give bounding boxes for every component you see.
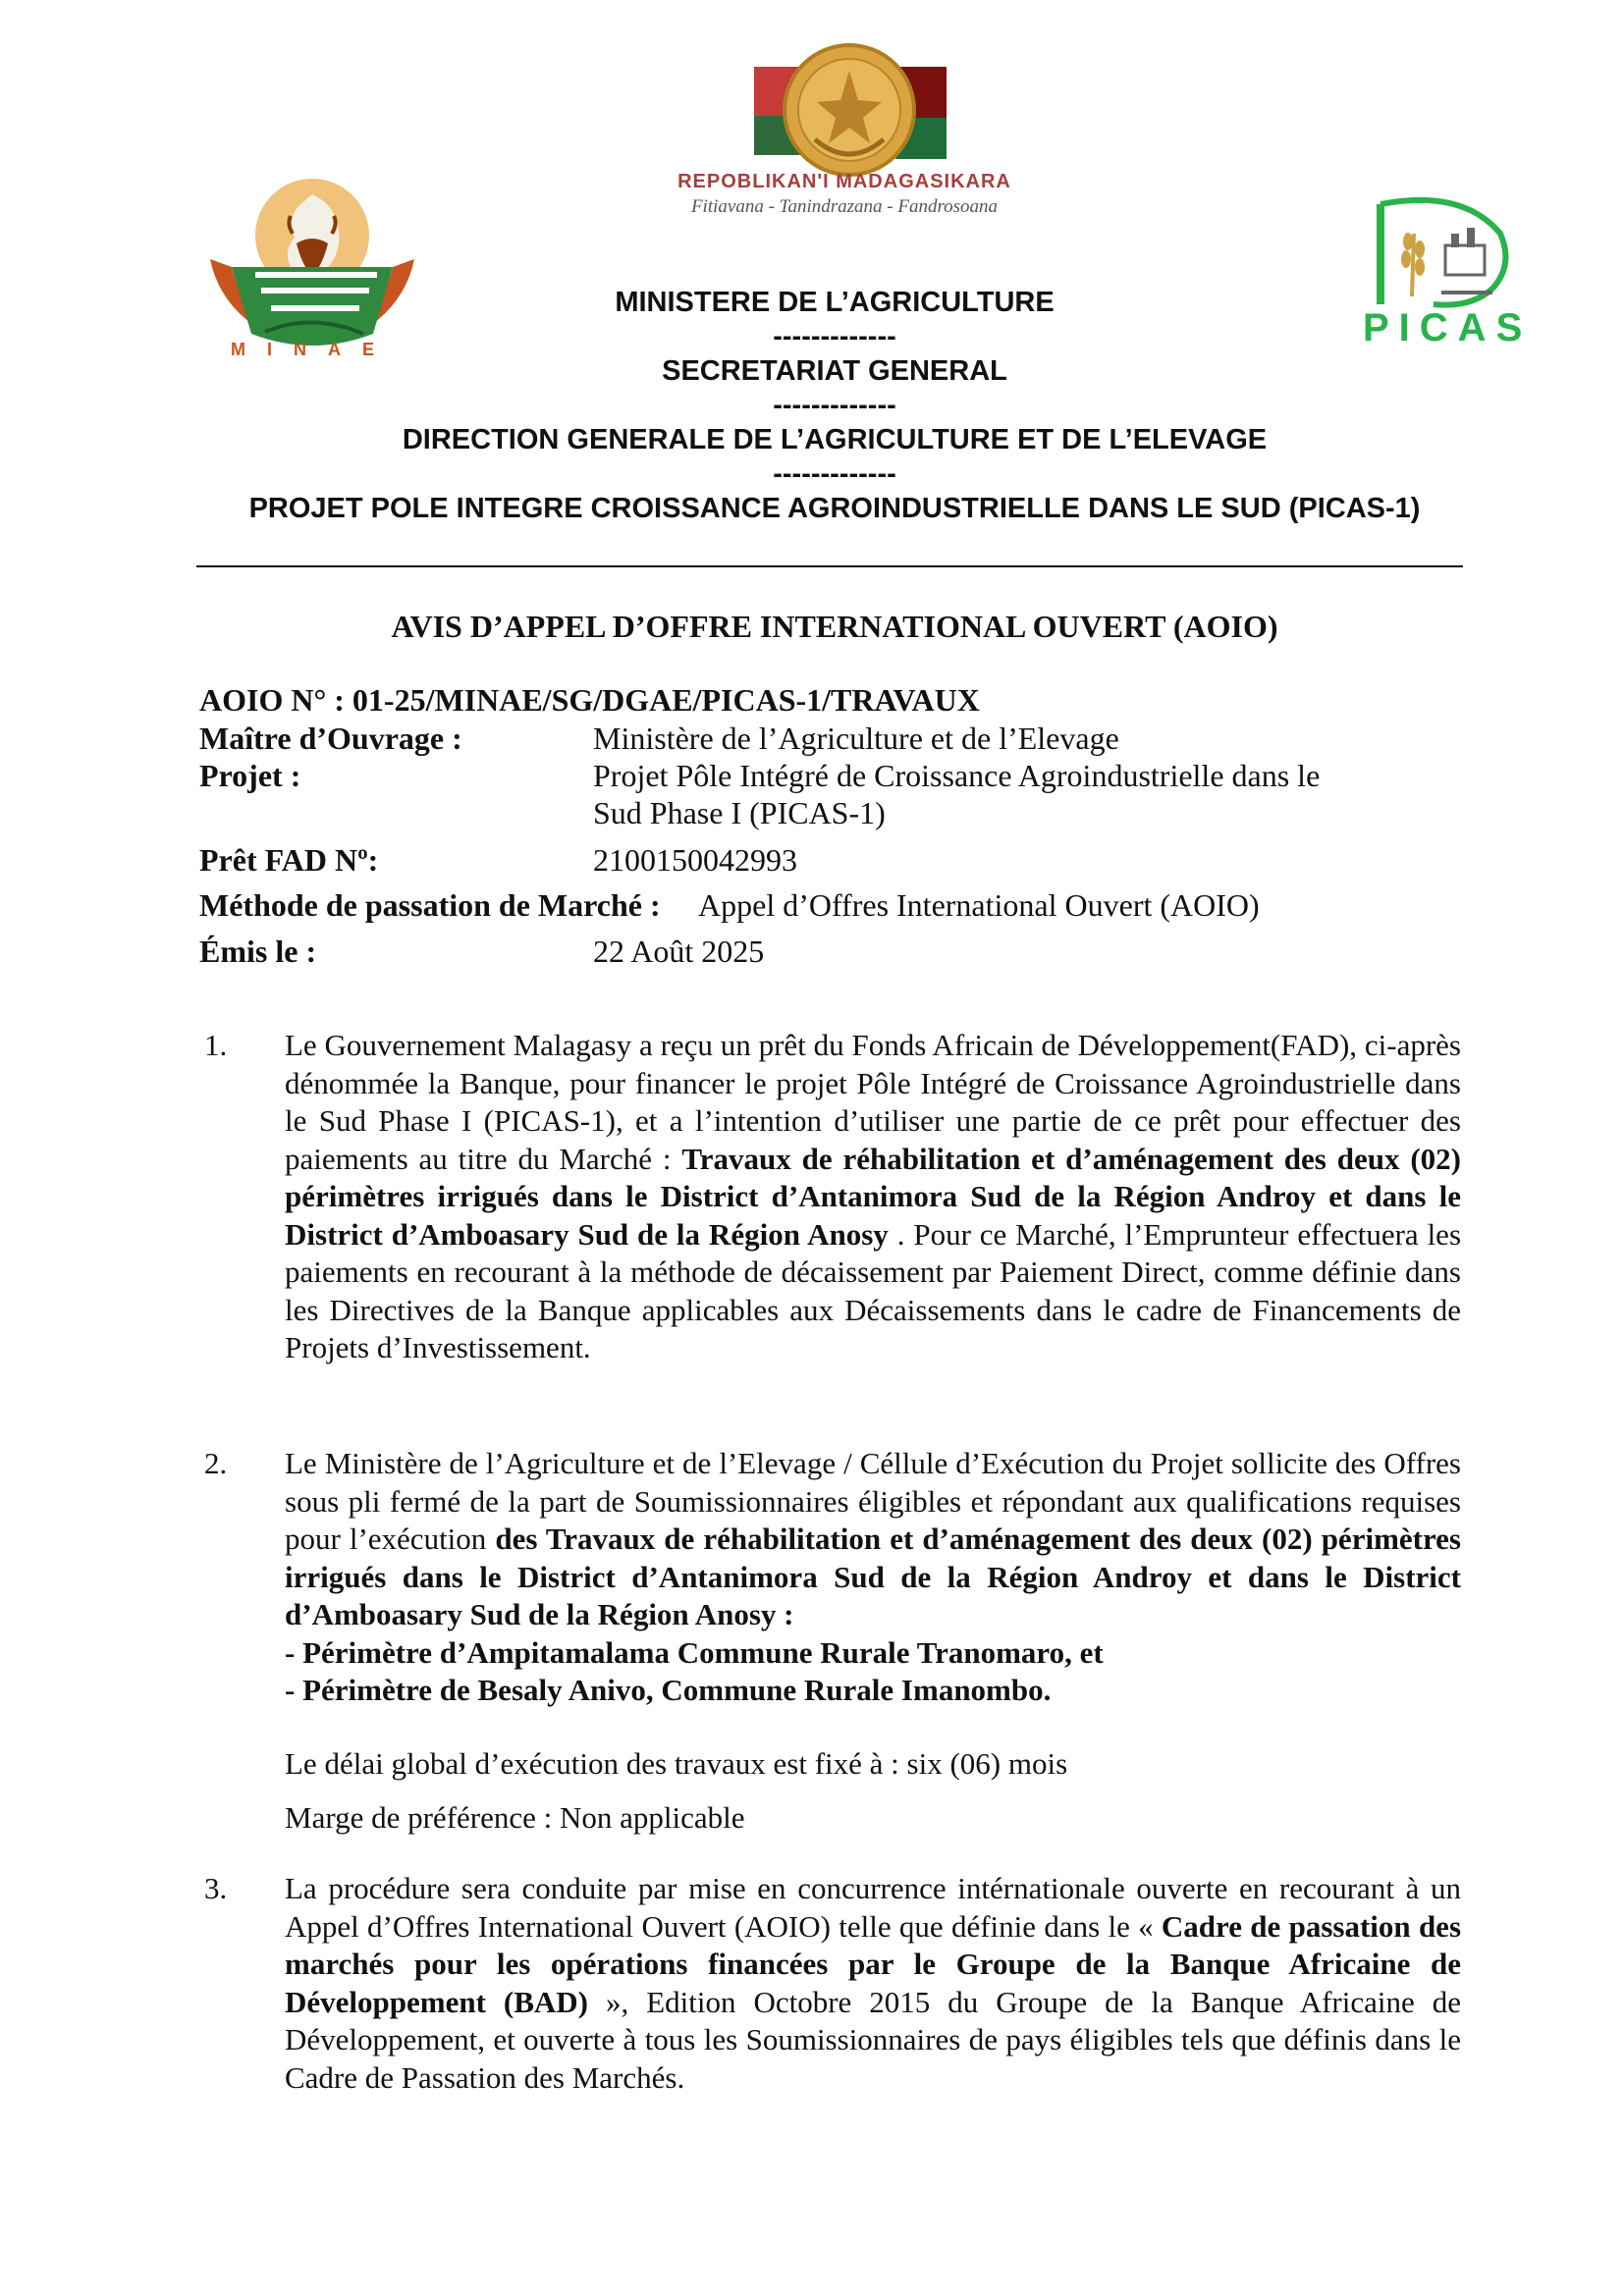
header-block <box>147 285 1522 526</box>
picas-text: PICAS <box>1363 306 1533 349</box>
paragraph-number: 1. <box>204 1028 228 1062</box>
header-separator: ------------- <box>773 390 896 421</box>
paragraph-3 <box>285 1870 1461 2097</box>
project-label: Projet : <box>199 758 301 793</box>
secretariat-title: SECRETARIAT GENERAL <box>662 355 1007 387</box>
aoio-number: AOIO N° : 01-25/MINAE/SG/DGAE/PICAS-1/TRAVAUX <box>199 682 980 718</box>
paragraph-3-text-end: », Edition Octobre 2015 du Groupe de la Banque Africaine de Développement, et ouverte à tous les Soumissionnaires de pays éligibles tels que définis dans le Cadre de Passation des Marchés. <box>285 1984 1461 2095</box>
issued-label: Émis le : <box>199 934 317 969</box>
issued-value: 22 Août 2025 <box>593 934 765 969</box>
notice-title: AVIS D’APPEL D’OFFRE INTERNATIONAL OUVERT (AOIO) <box>391 609 1278 644</box>
paragraph-2 <box>285 1445 1461 1634</box>
preference-margin: Marge de préférence : Non applicable <box>285 1800 745 1835</box>
paragraph-1-bold: Travaux de réhabilitation et d’aménagement des deux (02) périmètres irrigués dans le District d’Antanimora Sud de la Région Androy et dans le District d’Amboasary Sud de la Région Anosy <box>285 1141 1461 1252</box>
paragraph-1-text: Le Gouvernement Malagasy a reçu un prêt du Fonds Africain de Développement(FAD), ci-après dénommée la Banque, pour financer le projet Pôle Intégré de Croissance Agroindustrielle dans le Sud Phase I (PICAS-1), et a l’intention d’utiliser une partie de ce prêt pour effectuer des paiements au titre du Marché : <box>285 1028 1461 1176</box>
method-label: Méthode de passation de Marché : <box>199 887 661 923</box>
project-value-line1: Projet Pôle Intégré de Croissance Agroindustrielle dans le <box>593 758 1321 793</box>
ministry-title: MINISTERE DE L’AGRICULTURE <box>615 287 1055 318</box>
perimeter-item-1: - Périmètre d’Ampitamalama Commune Rurale Tranomaro, et <box>285 1635 1104 1670</box>
minae-letters: MINAE <box>231 340 396 359</box>
execution-delay: Le délai global d’exécution des travaux est fixé à : six (06) mois <box>285 1746 1068 1781</box>
project-title: PROJET POLE INTEGRE CROISSANCE AGROINDUSTRIELLE DANS LE SUD (PICAS-1) <box>248 493 1421 524</box>
header-separator: ------------- <box>773 321 896 352</box>
paragraph-number: 3. <box>204 1871 228 1905</box>
paragraph-3-bold: Cadre de passation des marchés pour les opérations financées par le Groupe de la Banque Africaine de Développement (BAD) <box>285 1908 1462 2019</box>
madagascar-motto: Fitiavana - Tanindrazana - Fandrosoana <box>690 196 999 217</box>
paragraph-3-text: La procédure sera conduite par mise en concurrence intérnationale ouverte en recourant à un Appel d’Offres International Ouvert (AOIO) telle que définie dans le « <box>285 1871 1461 1944</box>
loan-value: 2100150042993 <box>593 842 797 878</box>
madagascar-name: REPOBLIKAN'I MADAGASIKARA <box>677 171 1011 192</box>
paragraph-2-bold: des Travaux de réhabilitation et d’aménagement des deux (02) périmètres irrigués dans le District d’Antanimora Sud de la Région Androy et dans le District d’Amboasary Sud de la Région Anosy : <box>285 1522 1461 1631</box>
madagascar-seal-logo <box>648 22 1041 228</box>
header-divider <box>196 565 1463 567</box>
header-separator: ------------- <box>773 458 896 490</box>
paragraph-number: 2. <box>204 1446 228 1480</box>
paragraph-1-text-end: . Pour ce Marché, l’Emprunteur effectuera les paiements en recourant à la méthode de décaissement par Paiement Direct, comme définie dans les Directives de la Banque applicables aux Décaissements dans le cadre de Financements de Projets d’Investissement. <box>285 1216 1462 1364</box>
owner-value: Ministère de l’Agriculture et de l’Elevage <box>593 721 1119 756</box>
perimeter-item-2: - Périmètre de Besaly Anivo, Commune Rurale Imanombo. <box>285 1673 1052 1707</box>
loan-label: Prêt FAD Nº: <box>199 842 379 878</box>
paragraph-1 <box>285 1027 1461 1367</box>
direction-title: DIRECTION GENERALE DE L’AGRICULTURE ET DE L’ELEVAGE <box>402 424 1268 455</box>
project-value-line2: Sud Phase I (PICAS-1) <box>593 795 886 830</box>
method-value: Appel d’Offres International Ouvert (AOIO) <box>698 887 1260 923</box>
owner-label: Maître d’Ouvrage : <box>199 721 462 756</box>
paragraph-2-text: Le Ministère de l’Agriculture et de l’Elevage / Céllule d’Exécution du Projet sollicite des Offres sous pli fermé de la part de Soumissionnaires éligibles et répondant aux qualifications requises pour l’exécution <box>285 1446 1461 1556</box>
